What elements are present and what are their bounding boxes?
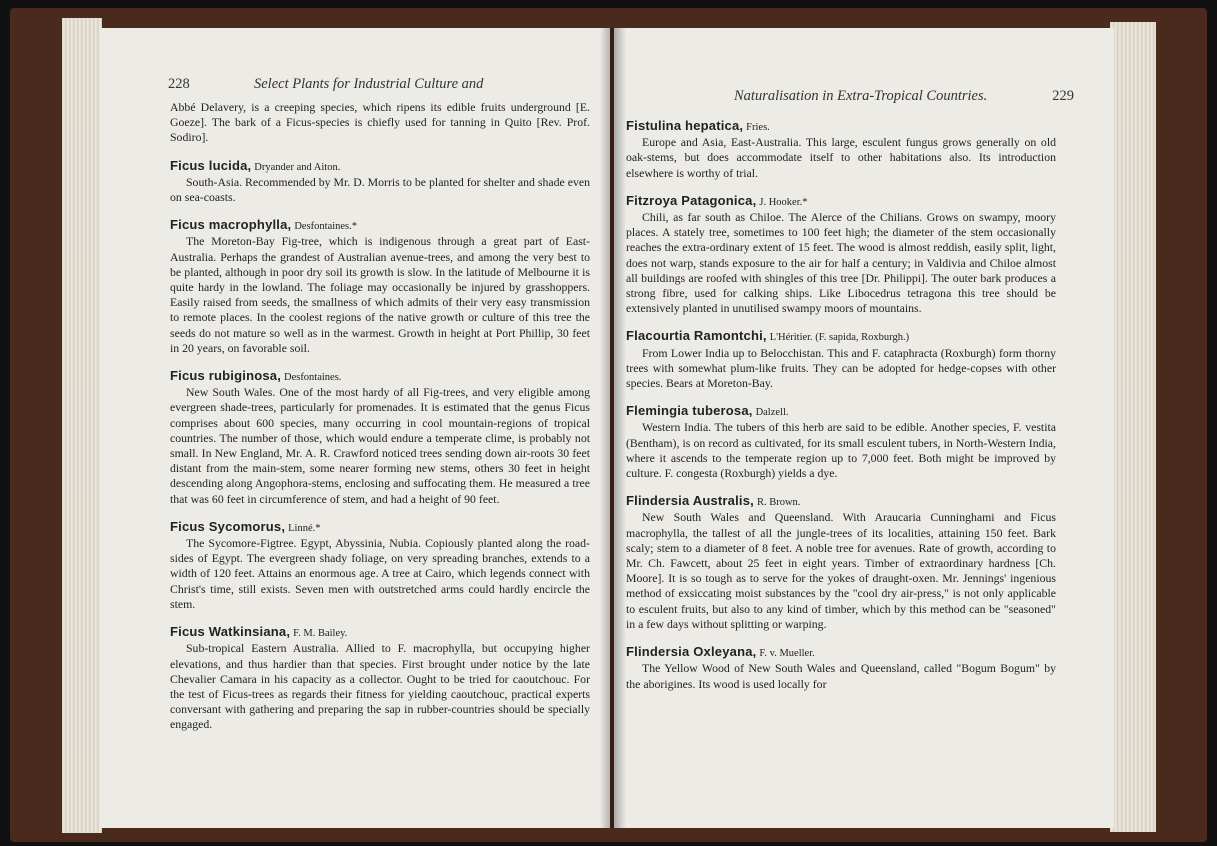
species-entry	[626, 493, 1056, 632]
running-title: Select Plants for Industrial Culture and	[254, 76, 484, 92]
species-name: Flemingia tuberosa,	[626, 403, 753, 419]
species-name: Flacourtia Ramontchi,	[626, 328, 767, 344]
continuation-paragraph	[170, 100, 590, 146]
entry-text: Sub-tropical Eastern Australia. Allied to F. macrophylla, but occupying higher elevations, and thus hardier than that species. First brought under notice by the late Chevalier Camara in his capacity as a collector. Ought to be tried for caoutchouc. For the test of Ficus-trees as regards their fitness for yielding caoutchouc, practical experts conversant with gathering and preparing the sap in rubber-countries should be specially engaged.	[170, 641, 590, 732]
right-page	[614, 28, 1114, 828]
species-entry	[626, 193, 1056, 317]
species-name: Flindersia Australis,	[626, 493, 754, 509]
page-number: 229	[1052, 88, 1074, 104]
species-entry	[626, 644, 1056, 692]
page-edges-right	[1110, 22, 1156, 832]
entry-text: South-Asia. Recommended by Mr. D. Morris to be planted for shelter and shade even on sea-coasts.	[170, 174, 590, 205]
species-entry	[626, 328, 1056, 391]
book-gutter-shadow	[600, 28, 626, 828]
species-authority: F. M. Bailey.	[293, 628, 348, 640]
species-entry	[170, 217, 590, 356]
entry-text: The Moreton-Bay Fig-tree, which is indigenous through a great part of East-Australia. Perhaps the grandest of Australian avenue-trees, and among the very best to be planted, although in poor dry soil its growth is slow. In the latitude of Melbourne it is quite hardy in the lowland. The foliage may occasionally be injured by grasshoppers. Easily raised from seeds, the smallness of which admits of their very easy transmission to remote places. In the coolest regions of the native growth or culture of this tree the seeds do not mature so well as in the warmest. Growth in height at Port Phillip, 30 feet in 20 years, on favorable soil.	[170, 234, 590, 355]
species-authority: Desfontaines.*	[294, 221, 358, 233]
entry-text: The Yellow Wood of New South Wales and Queensland, called "Bogum Bogum" by the aborigines. Its wood is used locally for	[626, 661, 1056, 691]
species-authority: F. v. Mueller.	[759, 648, 815, 660]
species-name: Ficus Sycomorus,	[170, 518, 286, 534]
species-name: Fistulina hepatica,	[626, 118, 744, 133]
species-authority: Dalzell.	[755, 407, 789, 419]
entry-text: Western India. The tubers of this herb are said to be edible. Another species, F. vestita (Bentham), is on record as cultivated, for its small esculent tubers, in North-Western India, where it ascends to the temperate region up to 7,000 feet. Both might be improved by culture. F. congesta (Roxburgh) yields a dye.	[626, 420, 1056, 481]
left-page-body	[170, 100, 590, 745]
species-entry	[170, 158, 590, 206]
species-authority: J. Hooker.*	[759, 196, 808, 208]
left-page	[100, 28, 610, 828]
running-title: Naturalisation in Extra-Tropical Countries.	[734, 88, 988, 104]
entry-text: New South Wales. One of the most hardy of all Fig-trees, and very eligible among evergreen shade-trees, particularly for promenades. It is estimated that the genus Ficus comprises about 600 species, many occurring in cool mountain-regions of tropical countries. The number of those, which would endure a temperate clime, is probably not small. In New England, Mr. A. R. Crawford noticed trees sending down air-roots 30 feet distant from the main-stem, some nearer forming new stems, others 30 feet in height descending along Angophora-stems, enclosing and suffocating them. He measured a tree that was 60 feet in circumference of stem, and had a height of 90 feet.	[170, 385, 590, 506]
right-page-body	[626, 118, 1056, 704]
entry-text: The Sycomore-Figtree. Egypt, Abyssinia, Nubia. Copiously planted along the road-sides of Egypt. The evergreen shady foliage, on very spreading branches, extends to a width of 120 feet. Attains an enormous age. A tree at Cairo, which legends connect with Christ's time, still exists. Seven men with outstretched arms could hardly encircle the stem.	[170, 536, 590, 611]
species-authority: Desfontaines.	[283, 372, 342, 384]
species-name: Ficus macrophylla,	[170, 217, 292, 233]
left-page-header	[168, 76, 588, 93]
species-name: Flindersia Oxleyana,	[626, 644, 757, 660]
entry-text: New South Wales and Queensland. With Araucaria Cunninghami and Ficus macrophylla, the tallest of all the jungle-trees of its localities, attaining 150 feet. Bark scaly; stem to a diameter of 8 feet. A noble tree for avenues. Rate of growth, according to Mr. Ch. Fawcett, about 25 feet in eight years. Timber of extraordinary hardness [Ch. Moore]. It is so tough as to serve for the yokes of draught-oxen. Mr. Jennings' ingenious method of exsiccating moist substances by the "cool dry air-press," is not only applicable to esculent fruits, but also to any kind of timber, which by this method can be "seasoned" in a few days without splitting or warping.	[626, 510, 1056, 631]
species-name: Fitzroya Patagonica,	[626, 192, 757, 208]
species-authority: Dryander and Aiton.	[254, 161, 341, 173]
species-name: Ficus rubiginosa,	[170, 368, 282, 384]
page-edges-left	[62, 18, 102, 833]
entry-text: From Lower India up to Belocchistan. This and F. cataphracta (Roxburgh) form thorny trees with somewhat plum-like fruits. They can be adopted for hedge-copses with other species. Bears at Moreton-Bay.	[626, 345, 1056, 391]
entry-text: Europe and Asia, East-Australia. This large, esculent fungus grows generally on old oak-stems, but does accommodate itself to other habitations also. Its introduction elsewhere is worthy of trial.	[626, 135, 1056, 180]
entry-text: Chili, as far south as Chiloe. The Alerce of the Chilians. Grows on swampy, moory places. A stately tree, sometimes to 100 feet high; the diameter of the stem occasionally reaches the extra-ordinary extent of 15 feet. The wood is almost reddish, easily split, light, does not warp, stands exposure to the air for half a century; in Valdivia and Chiloe almost all buildings are roofed with shingles of this tree [Dr. Philippi]. The outer bark produces a strong fibre, used for calking ships. Like Libocedrus tetragona this tree should be extensively planted in unutilised swampy moors of mountains.	[626, 210, 1056, 316]
species-authority: Linné.*	[288, 522, 321, 534]
species-entry	[170, 624, 590, 732]
species-authority: Fries.	[746, 122, 770, 133]
entry-text: Abbé Delavery, is a creeping species, which ripens its edible fruits underground [E. Goeze]. The bark of a Ficus-species is chiefly used for tanning in Quito [Rev. Prof. Sodiro].	[170, 100, 590, 145]
species-entry	[626, 118, 1056, 181]
species-entry	[170, 368, 590, 507]
species-authority: R. Brown.	[756, 497, 801, 509]
species-authority: L'Héritier. (F. sapida, Roxburgh.)	[769, 332, 910, 344]
species-name: Ficus lucida,	[170, 157, 252, 173]
species-entry	[626, 403, 1056, 481]
page-number: 228	[168, 76, 190, 92]
species-name: Ficus Watkinsiana,	[170, 624, 291, 640]
species-entry	[170, 519, 590, 612]
